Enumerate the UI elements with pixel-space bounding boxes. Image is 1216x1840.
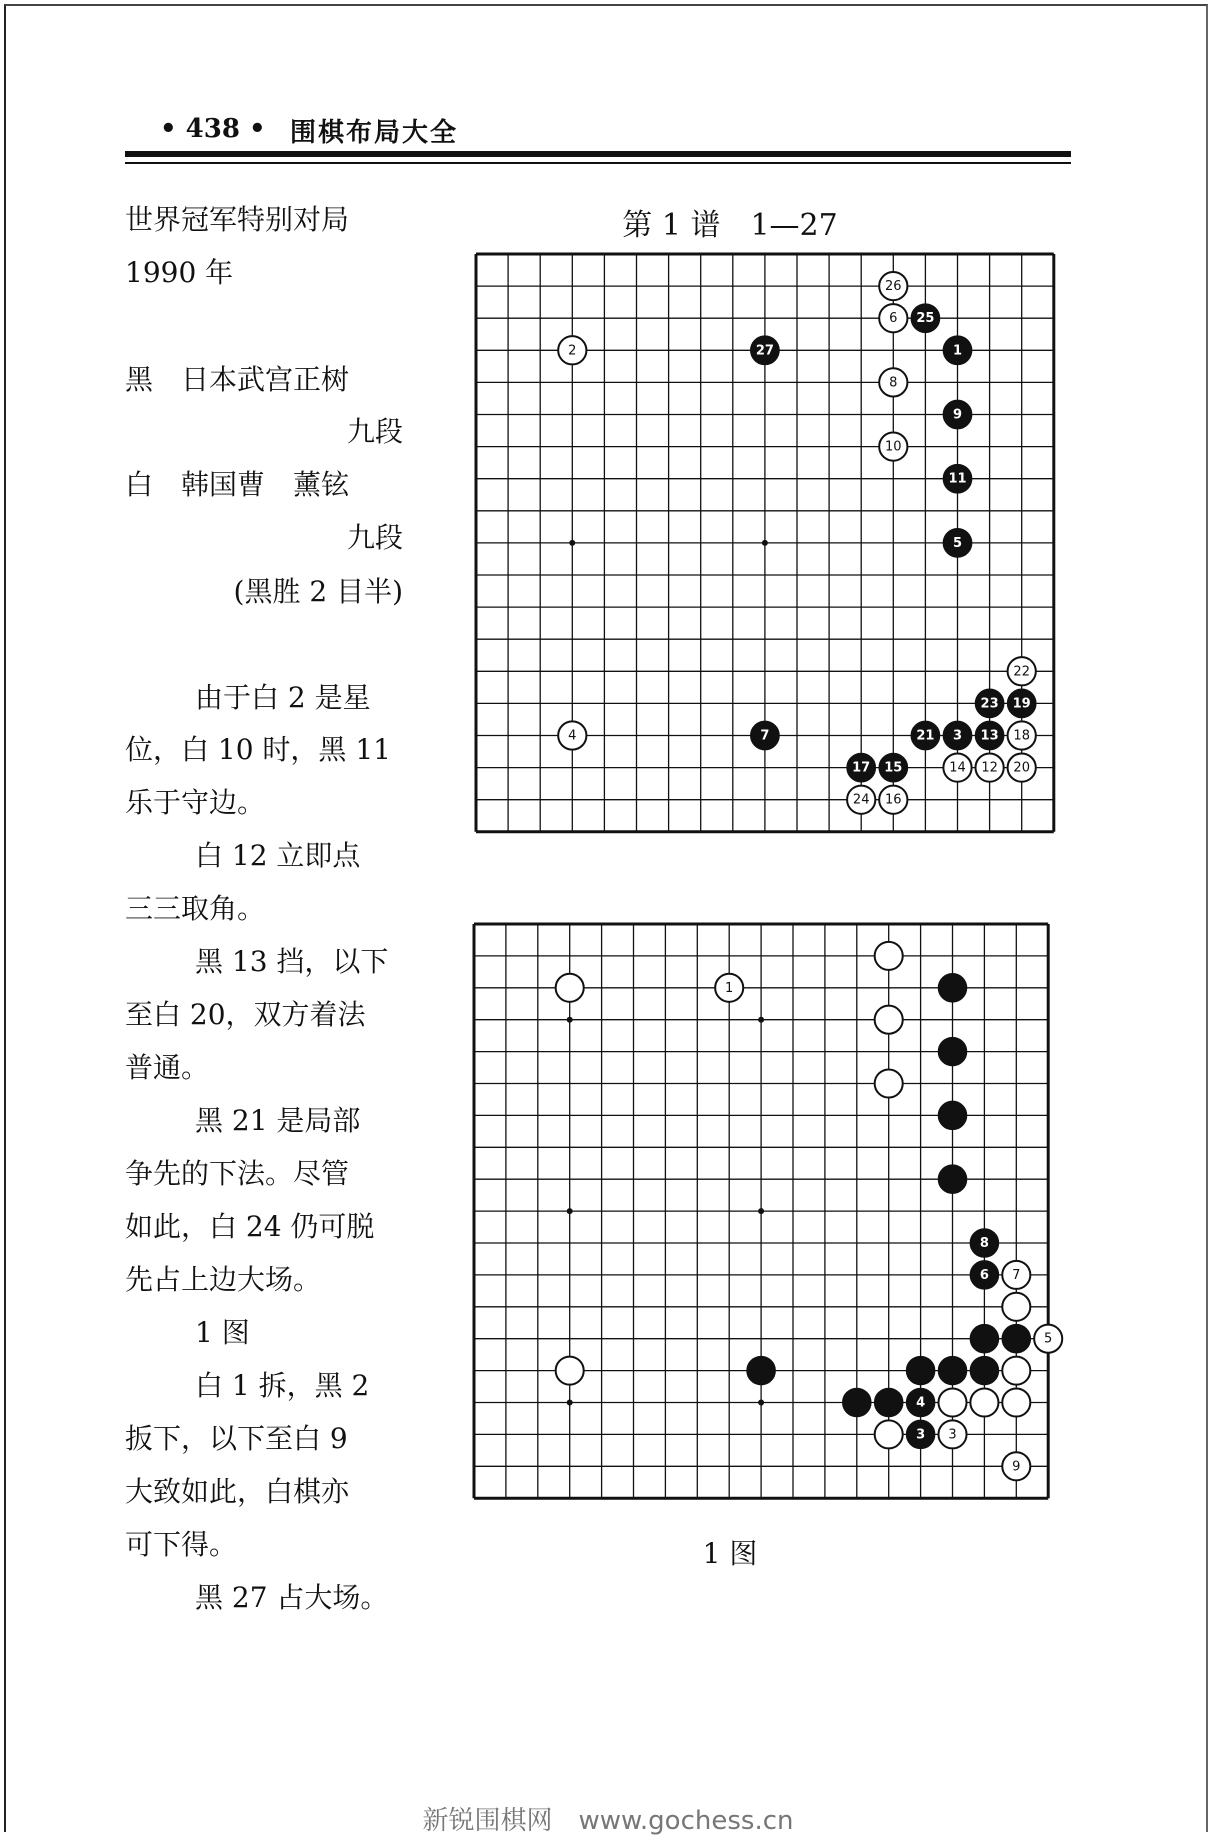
black-stone (943, 400, 971, 428)
commentary-line: 如此，白 24 仍可脱 (125, 1210, 375, 1243)
white-stone (558, 336, 586, 364)
stone-disc (875, 1388, 903, 1416)
black-stone (879, 753, 907, 781)
move-number: 27 (755, 343, 774, 359)
star-point (758, 1017, 764, 1023)
white-stone (556, 1357, 584, 1385)
black-stone (938, 974, 966, 1002)
white-stone (938, 1420, 966, 1448)
white-stone (879, 272, 907, 300)
move-number: 23 (980, 696, 999, 712)
game-event: 世界冠军特别对局 (125, 203, 350, 236)
black-stone (847, 753, 875, 781)
move-number: 11 (948, 471, 967, 487)
stone-disc (938, 1388, 966, 1416)
black-stone (938, 1357, 966, 1385)
commentary-line: 普通。 (125, 1051, 210, 1084)
commentary-line: 可下得。 (125, 1528, 238, 1561)
stone-disc (938, 1101, 966, 1129)
stone-disc (1002, 1325, 1030, 1353)
white-stone (943, 753, 971, 781)
white-stone (970, 1388, 998, 1416)
move-number: 17 (852, 760, 871, 776)
white-stone (1008, 657, 1036, 685)
move-number: 7 (760, 728, 770, 744)
move-number: 9 (952, 407, 963, 423)
stone-disc (1002, 1357, 1030, 1385)
black-stone (943, 336, 971, 364)
watermark: 新锐围棋网 www.gochess.cn (422, 1806, 794, 1836)
game-year: 1990 年 (125, 256, 234, 289)
commentary-line: 争先的下法。尽管 (125, 1157, 350, 1190)
diagram-1-title: 第 1 谱 1—27 (622, 208, 838, 243)
white-stone (875, 1006, 903, 1034)
game-result: (黑胜 2 目半) (233, 575, 403, 608)
white-stone (875, 942, 903, 970)
star-point (758, 1400, 764, 1406)
commentary-line: 先占上边大场。 (125, 1263, 322, 1296)
star-point (762, 540, 768, 546)
page-header (125, 108, 1075, 148)
black-stone (1002, 1325, 1030, 1353)
move-number: 5 (1044, 1331, 1053, 1347)
move-number: 16 (885, 792, 902, 808)
black-stone (970, 1261, 998, 1289)
black-stone (907, 1420, 935, 1448)
move-number: 12 (981, 760, 998, 776)
white-stone (1002, 1261, 1030, 1289)
black-stone (1008, 689, 1036, 717)
move-number: 9 (1012, 1459, 1021, 1475)
stone-disc (1002, 1388, 1030, 1416)
move-number: 1 (952, 343, 963, 359)
white-stone (975, 753, 1003, 781)
commentary-line: 由于白 2 是星 (195, 681, 371, 714)
black-stone (875, 1388, 903, 1416)
black-stone (970, 1229, 998, 1257)
stone-disc (875, 1006, 903, 1034)
move-number: 25 (916, 311, 935, 327)
white-stone (938, 1388, 966, 1416)
commentary-line: 三三取角。 (125, 892, 266, 925)
white-stone (558, 721, 586, 749)
black-stone (975, 689, 1003, 717)
white-stone (875, 1420, 903, 1448)
stone-disc (938, 974, 966, 1002)
move-number: 24 (852, 792, 870, 808)
stone-disc (970, 1325, 998, 1353)
stone-disc (970, 1388, 998, 1416)
black-stone (907, 1388, 935, 1416)
move-number: 18 (1013, 728, 1030, 744)
move-number: 22 (1013, 664, 1030, 680)
move-number: 14 (949, 760, 966, 776)
move-number: 13 (980, 728, 999, 744)
book-title: 围棋布局大全 (290, 118, 459, 148)
move-number: 8 (979, 1236, 989, 1251)
white-stone (556, 974, 584, 1002)
star-point (758, 1208, 764, 1214)
move-number: 6 (979, 1267, 989, 1283)
header-rule-thin (125, 162, 1071, 164)
commentary-line: 大致如此，白棋亦 (125, 1475, 350, 1508)
stone-disc (556, 1357, 584, 1385)
go-board-diagram-2 (472, 922, 1072, 1512)
black-stone (943, 721, 971, 749)
white-stone (879, 786, 907, 814)
go-board-diagram-1 (474, 252, 1056, 836)
stone-disc (907, 1357, 935, 1385)
commentary-line: 位，白 10 时，黑 11 (125, 733, 391, 766)
move-number: 4 (568, 728, 577, 744)
move-number: 6 (889, 311, 898, 327)
white-stone (879, 304, 907, 332)
white-stone (1002, 1388, 1030, 1416)
move-number: 3 (916, 1427, 926, 1443)
white-rank: 九段 (346, 521, 403, 554)
move-number: 3 (948, 1427, 957, 1443)
move-number: 21 (916, 728, 935, 744)
star-point (569, 540, 575, 546)
white-stone (875, 1069, 903, 1097)
commentary-line: 白 1 拆，黑 2 (195, 1369, 370, 1402)
black-player: 黑 日本武宫正树 (125, 363, 350, 396)
move-number: 5 (952, 535, 963, 551)
stone-disc (970, 1357, 998, 1385)
move-number: 4 (916, 1395, 926, 1411)
black-stone (970, 1325, 998, 1353)
move-number: 8 (889, 375, 898, 391)
black-stone (938, 1165, 966, 1193)
move-number: 3 (952, 728, 963, 744)
white-stone (1034, 1325, 1062, 1353)
move-number: 10 (885, 439, 902, 455)
stone-disc (843, 1388, 871, 1416)
move-number: 15 (884, 760, 903, 776)
commentary-line: 白 12 立即点 (195, 839, 361, 872)
commentary-line: 黑 27 占大场。 (195, 1581, 389, 1614)
commentary-line: 黑 21 是局部 (195, 1104, 361, 1137)
black-stone (943, 465, 971, 493)
white-stone (847, 786, 875, 814)
stone-disc (875, 1420, 903, 1448)
header-rule-thick (125, 151, 1071, 157)
stone-disc (938, 1165, 966, 1193)
star-point (567, 1017, 573, 1023)
black-stone (970, 1357, 998, 1385)
commentary-line: 至白 20，双方着法 (125, 998, 366, 1031)
move-number: 2 (568, 343, 577, 359)
black-stone (911, 721, 939, 749)
move-number: 1 (725, 980, 734, 996)
commentary-line: 黑 13 挡，以下 (195, 945, 389, 978)
white-stone (1002, 1357, 1030, 1385)
star-point (567, 1208, 573, 1214)
black-stone (938, 1101, 966, 1129)
white-stone (1002, 1293, 1030, 1321)
commentary-line: 扳下，以下至白 9 (125, 1422, 348, 1455)
white-stone (1008, 721, 1036, 749)
black-stone (938, 1038, 966, 1066)
stone-disc (938, 1038, 966, 1066)
white-stone (1002, 1452, 1030, 1480)
diagram-2-caption: 1 图 (702, 1537, 758, 1570)
black-stone (911, 304, 939, 332)
black-stone (751, 336, 779, 364)
star-point (567, 1400, 573, 1406)
move-number: 7 (1012, 1267, 1021, 1283)
white-stone (1008, 753, 1036, 781)
move-number: 26 (885, 279, 902, 295)
stone-disc (556, 974, 584, 1002)
white-stone (879, 432, 907, 460)
stone-disc (875, 942, 903, 970)
figure-reference: 1 图 (195, 1316, 250, 1349)
page-number: • 438 • (160, 114, 266, 144)
white-stone (715, 974, 743, 1002)
black-stone (843, 1388, 871, 1416)
stone-disc (875, 1069, 903, 1097)
commentary-line: 乐于守边。 (125, 786, 266, 819)
white-stone (879, 368, 907, 396)
move-number: 19 (1012, 696, 1031, 712)
stone-disc (938, 1357, 966, 1385)
stone-disc (747, 1357, 775, 1385)
black-stone (907, 1357, 935, 1385)
black-stone (747, 1357, 775, 1385)
move-number: 20 (1013, 760, 1030, 776)
black-rank: 九段 (346, 415, 403, 448)
white-player: 白 韩国曹 薰铉 (125, 468, 350, 501)
black-stone (751, 721, 779, 749)
stone-disc (1002, 1293, 1030, 1321)
black-stone (975, 721, 1003, 749)
black-stone (943, 529, 971, 557)
